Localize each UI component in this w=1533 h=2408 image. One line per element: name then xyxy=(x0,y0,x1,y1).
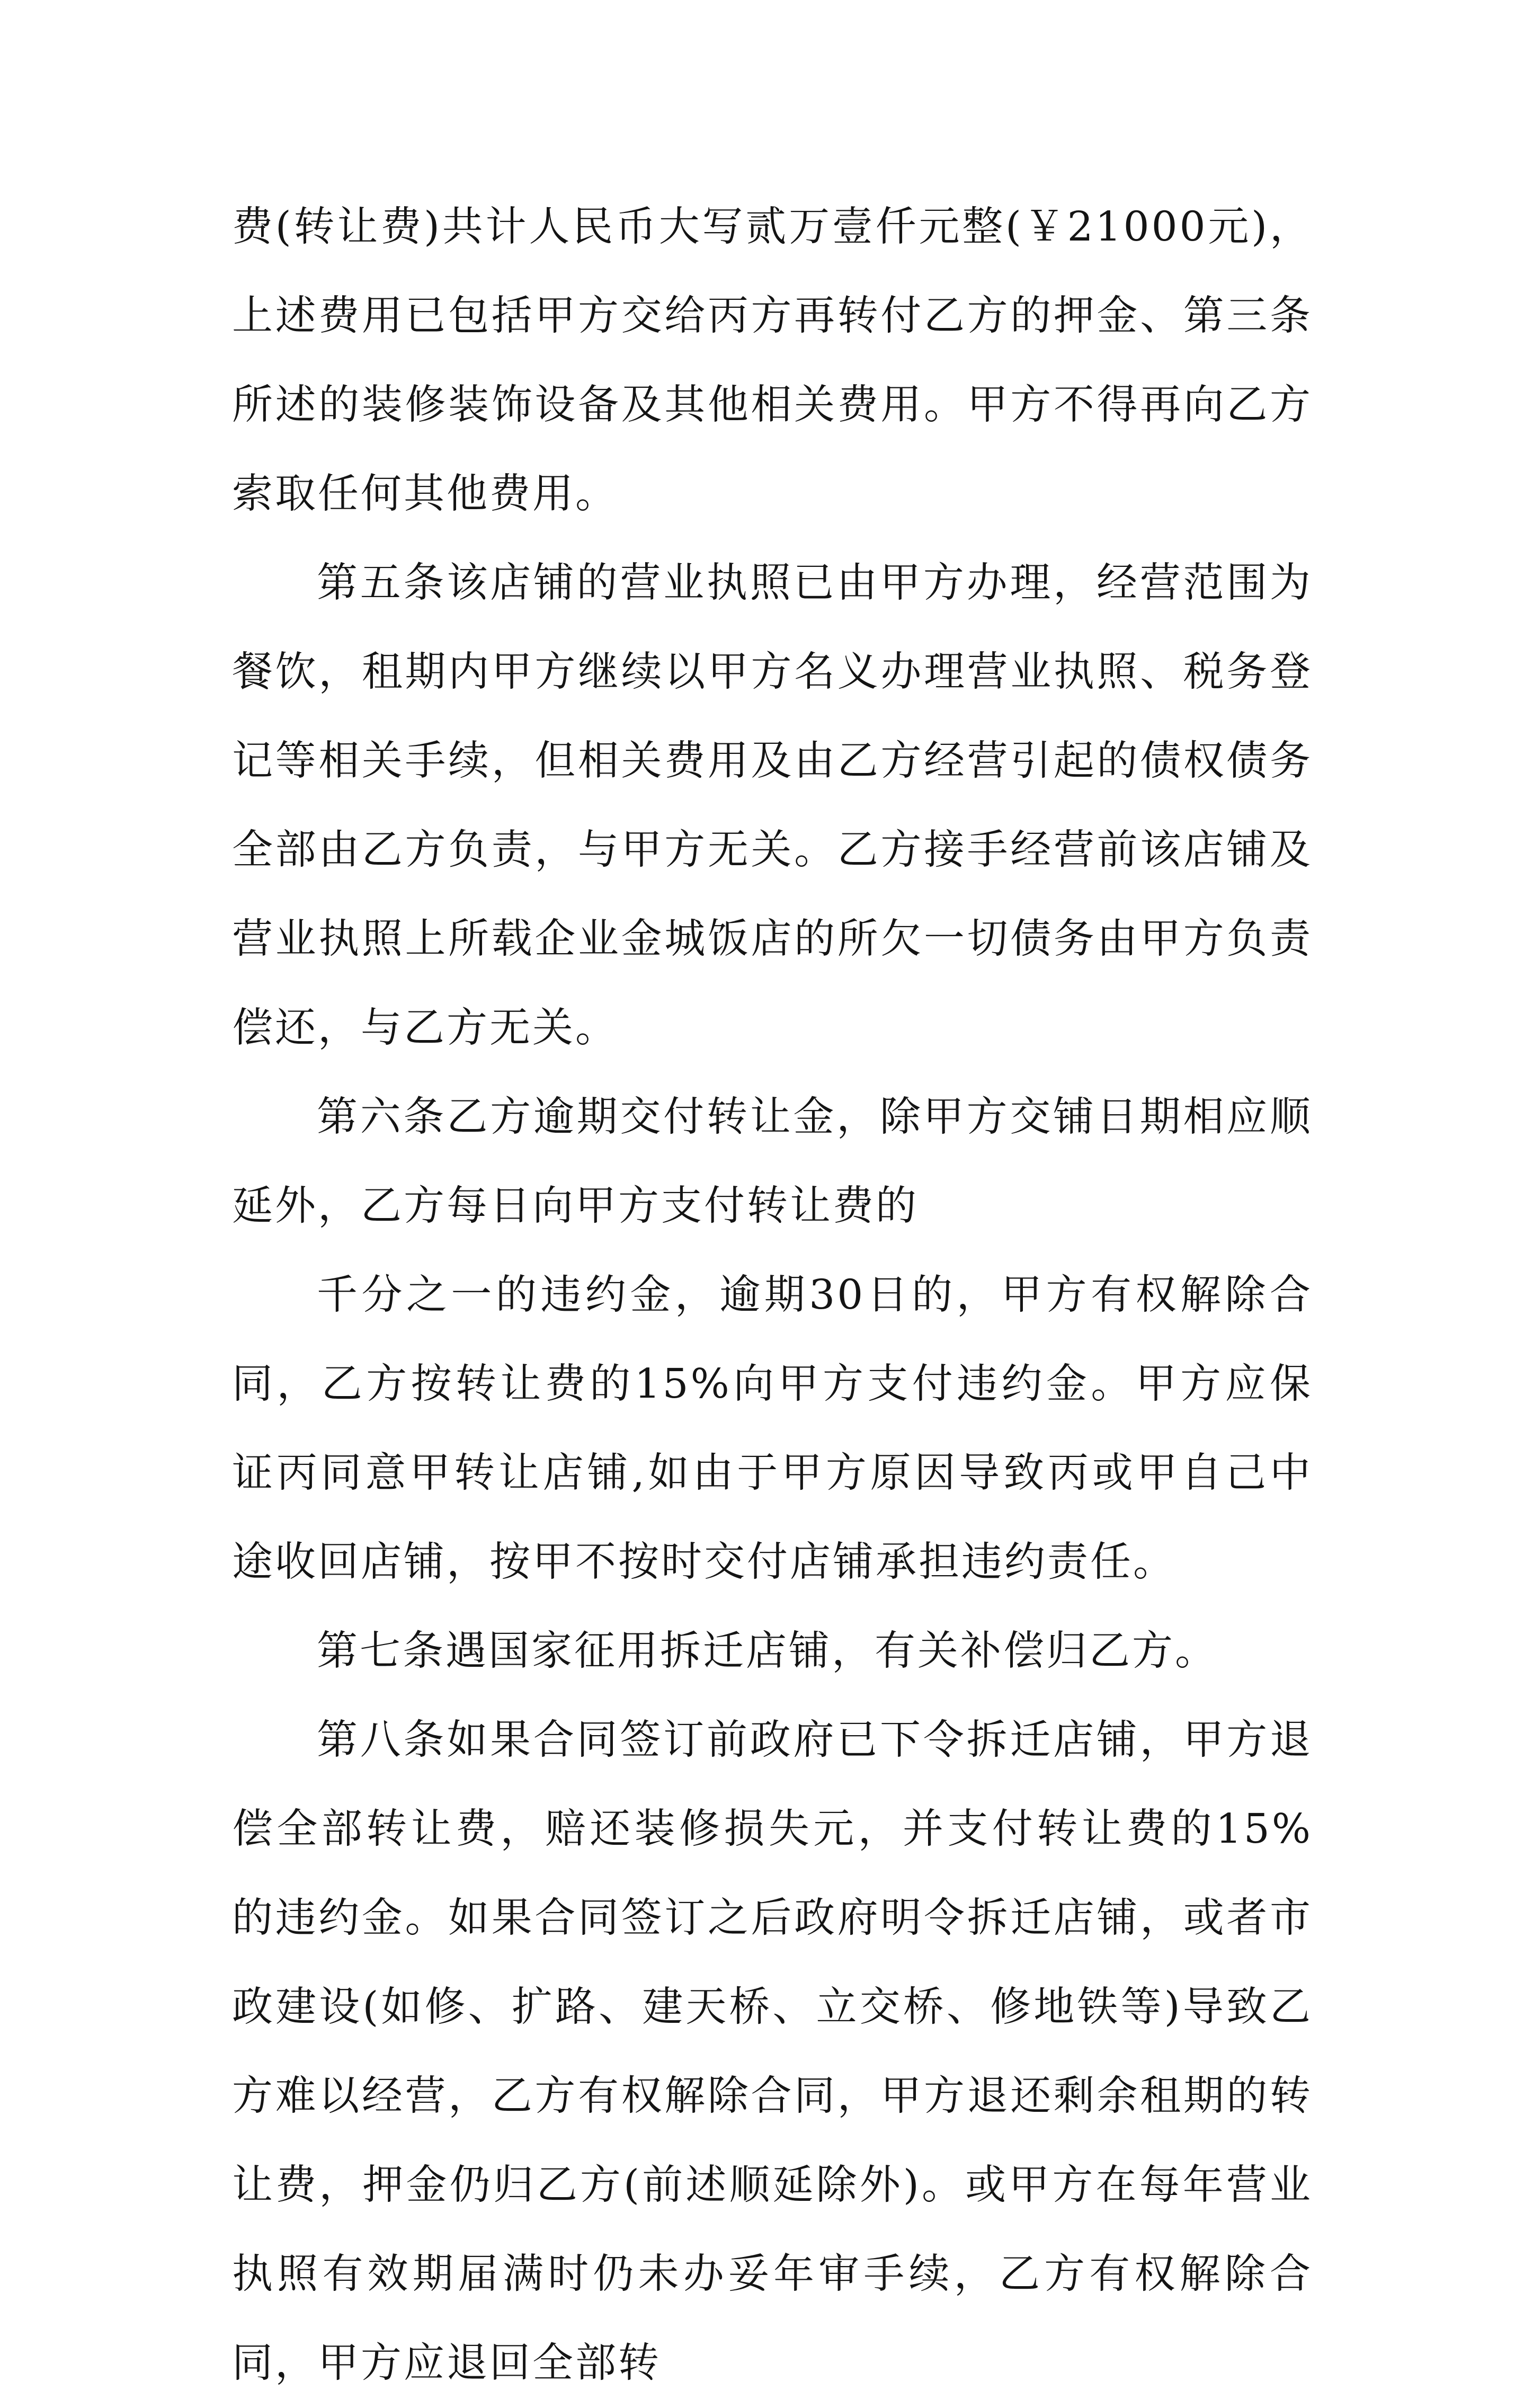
paragraph-article-6: 第六条乙方逾期交付转让金，除甲方交铺日期相应顺延外，乙方每日向甲方支付转让费的 xyxy=(232,1094,1313,1230)
contract-body xyxy=(232,183,1313,2408)
paragraph-article-8: 第八条如果合同签订前政府已下令拆迁店铺，甲方退偿全部转让费，赔还装修损失元，并支付转让费的15%的违约金。如果合同签订之后政府明令拆迁店铺，或者市政建设(如修、扩路、建天桥、立交桥、修地铁等)导致乙方难以经营，乙方有权解除合同，甲方退还剩余租期的转让费，押金仍归乙方(前述顺延除外)。或甲方在每年营业执照有效期届满时仍未办妥年审手续，乙方有权解除合同，甲方应退回全部转 xyxy=(232,1717,1313,2387)
paragraph-article-5: 第五条该店铺的营业执照已由甲方办理，经营范围为餐饮，租期内甲方继续以甲方名义办理营业执照、税务登记等相关手续，但相关费用及由乙方经营引起的债权债务全部由乙方负责，与甲方无关。乙方接手经营前该店铺及营业执照上所载企业金城饭店的所欠一切债务由甲方负责偿还，与乙方无关。 xyxy=(232,559,1313,1052)
paragraph-article-6-continued: 千分之一的违约金，逾期30日的，甲方有权解除合同，乙方按转让费的15%向甲方支付违约金。甲方应保证丙同意甲转让店铺,如由于甲方原因导致丙或甲自己中途收回店铺，按甲不按时交付店铺承担违约责任。 xyxy=(232,1272,1313,1586)
paragraph-article-7: 第七条遇国家征用拆迁店铺，有关补偿归乙方。 xyxy=(317,1628,1218,1675)
paragraph-transfer-fee: 费(转让费)共计人民币大写贰万壹仟元整(￥21000元)，上述费用已包括甲方交给丙方再转付乙方的押金、第三条所述的装修装饰设备及其他相关费用。甲方不得再向乙方索取任何其他费用。 xyxy=(232,203,1313,518)
